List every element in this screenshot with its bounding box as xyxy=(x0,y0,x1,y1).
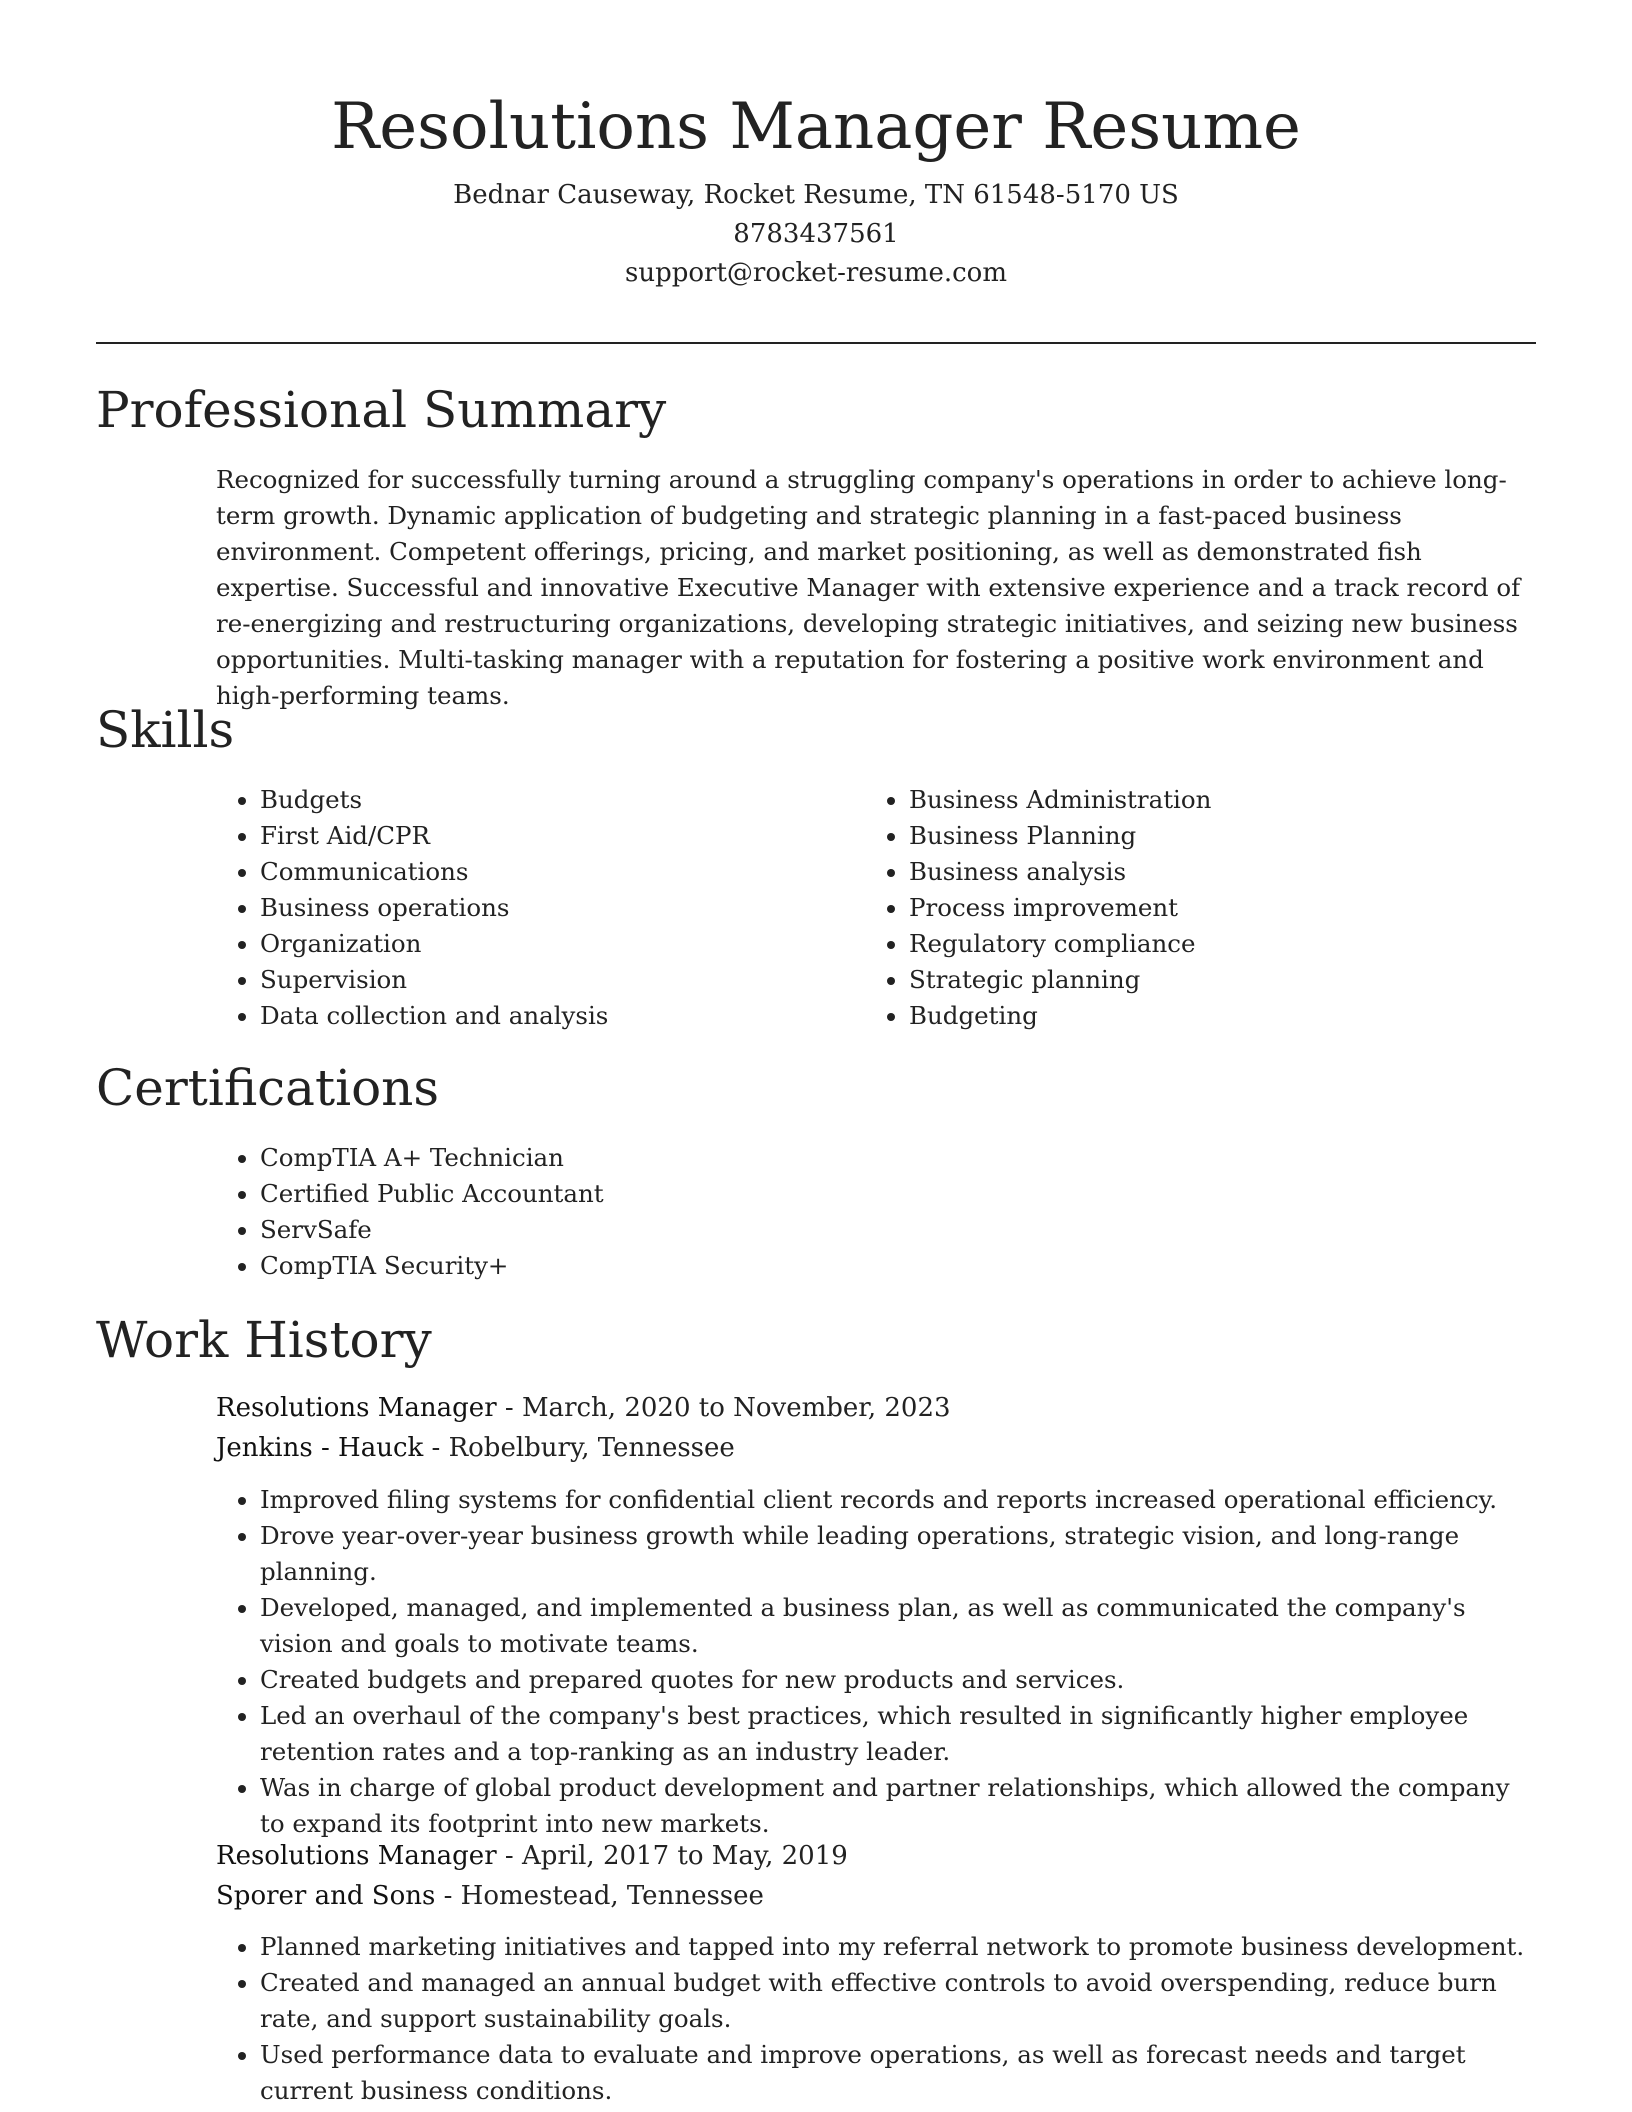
certification-item: • Certified Public Accountant xyxy=(260,1176,604,1212)
certification-item: • CompTIA A+ Technician xyxy=(260,1140,604,1176)
skills-column-right xyxy=(865,782,1525,1034)
skill-item: • Business analysis xyxy=(909,854,1525,890)
job-duties-list xyxy=(216,1482,1536,1842)
resume-title: Resolutions Manager Resume xyxy=(331,90,1301,164)
job-title: Resolutions Manager xyxy=(216,1393,497,1423)
skill-item: • Business operations xyxy=(260,890,816,926)
skills-list-right xyxy=(865,782,1525,1034)
contact-address: Bednar Causeway, Rocket Resume, TN 61548-5170 US xyxy=(453,180,1179,210)
skill-item: • Supervision xyxy=(260,962,816,998)
skill-item: • Regulatory compliance xyxy=(909,926,1525,962)
job-location: - Robelbury, Tennessee xyxy=(423,1433,735,1463)
contact-phone: 8783437561 xyxy=(733,219,899,249)
duty-item: • Drove year-over-year business growth while leading operations, strategic vision, and long-range planning. xyxy=(260,1518,1536,1590)
certifications-list xyxy=(216,1140,604,1284)
job-dates: - March, 2020 to November, 2023 xyxy=(496,1393,951,1423)
skill-item: • Budgeting xyxy=(909,998,1525,1034)
duty-item: • Created budgets and prepared quotes for new products and services. xyxy=(260,1662,1536,1698)
job-duties-list xyxy=(216,1929,1536,2109)
duty-item: • Developed, managed, and implemented a business plan, as well as communicated the company's vision and goals to motivate teams. xyxy=(260,1590,1536,1662)
job-company: Sporer and Sons xyxy=(216,1881,436,1911)
job-company-line xyxy=(216,1876,764,1916)
job-title-line xyxy=(216,1836,848,1876)
skill-item: • Data collection and analysis xyxy=(260,998,816,1034)
skill-item: • Communications xyxy=(260,854,816,890)
duty-item: • Used performance data to evaluate and improve operations, as well as forecast needs and target current business conditions. xyxy=(260,2037,1536,2109)
resume-header xyxy=(96,82,1536,293)
skill-item: • Process improvement xyxy=(909,890,1525,926)
job-title: Resolutions Manager xyxy=(216,1841,497,1871)
certification-item: • ServSafe xyxy=(260,1212,604,1248)
duty-item: • Was in charge of global product development and partner relationships, which allowed the company to expand its footprint into new markets. xyxy=(260,1770,1536,1842)
skills-list-left xyxy=(216,782,816,1034)
summary-text: Recognized for successfully turning around a struggling company's operations in order to achieve long-term growth. Dynamic application of budgeting and strategic planning in a fast-paced business environment. Competent offerings, pricing, and market positioning, as well as demonstrated fish expertise. Successful and innovative Executive Manager with extensive experience and a track record of re-energizing and restructuring organizations, developing strategic initiatives, and seizing new business opportunities. Multi-tasking manager with a reputation for fostering a positive work environment and high-performing teams. xyxy=(216,465,1521,710)
certifications-heading: Certifications xyxy=(96,1059,440,1117)
skill-item: • Strategic planning xyxy=(909,962,1525,998)
job-duties xyxy=(216,1929,1536,2109)
skills-heading: Skills xyxy=(96,701,235,759)
duty-item: • Improved filing systems for confidential client records and reports increased operational efficiency. xyxy=(260,1482,1536,1518)
job-company-line xyxy=(216,1428,735,1468)
job-company: Jenkins - Hauck xyxy=(216,1433,424,1463)
summary-heading: Professional Summary xyxy=(96,381,667,439)
skill-item: • Organization xyxy=(260,926,816,962)
skill-item: • Business Administration xyxy=(909,782,1525,818)
job-location: - Homestead, Tennessee xyxy=(435,1881,764,1911)
skill-item: • Business Planning xyxy=(909,818,1525,854)
duty-item: • Created and managed an annual budget with effective controls to avoid overspending, reduce burn rate, and support sustainability goals. xyxy=(260,1965,1536,2037)
skill-item: • Budgets xyxy=(260,782,816,818)
certifications-block xyxy=(216,1140,604,1284)
job-duties xyxy=(216,1482,1536,1842)
skill-item: • First Aid/CPR xyxy=(260,818,816,854)
duty-item: • Led an overhaul of the company's best practices, which resulted in significantly higher employee retention rates and a top-ranking as an industry leader. xyxy=(260,1698,1536,1770)
job-dates: - April, 2017 to May, 2019 xyxy=(496,1841,848,1871)
job-title-line xyxy=(216,1388,951,1428)
certification-item: • CompTIA Security+ xyxy=(260,1248,604,1284)
work-history-heading: Work History xyxy=(96,1311,432,1369)
skills-column-left xyxy=(216,782,816,1034)
contact-email: support@rocket-resume.com xyxy=(624,258,1007,288)
duty-item: • Planned marketing initiatives and tapped into my referral network to promote business development. xyxy=(260,1929,1536,1965)
header-divider xyxy=(96,342,1536,344)
